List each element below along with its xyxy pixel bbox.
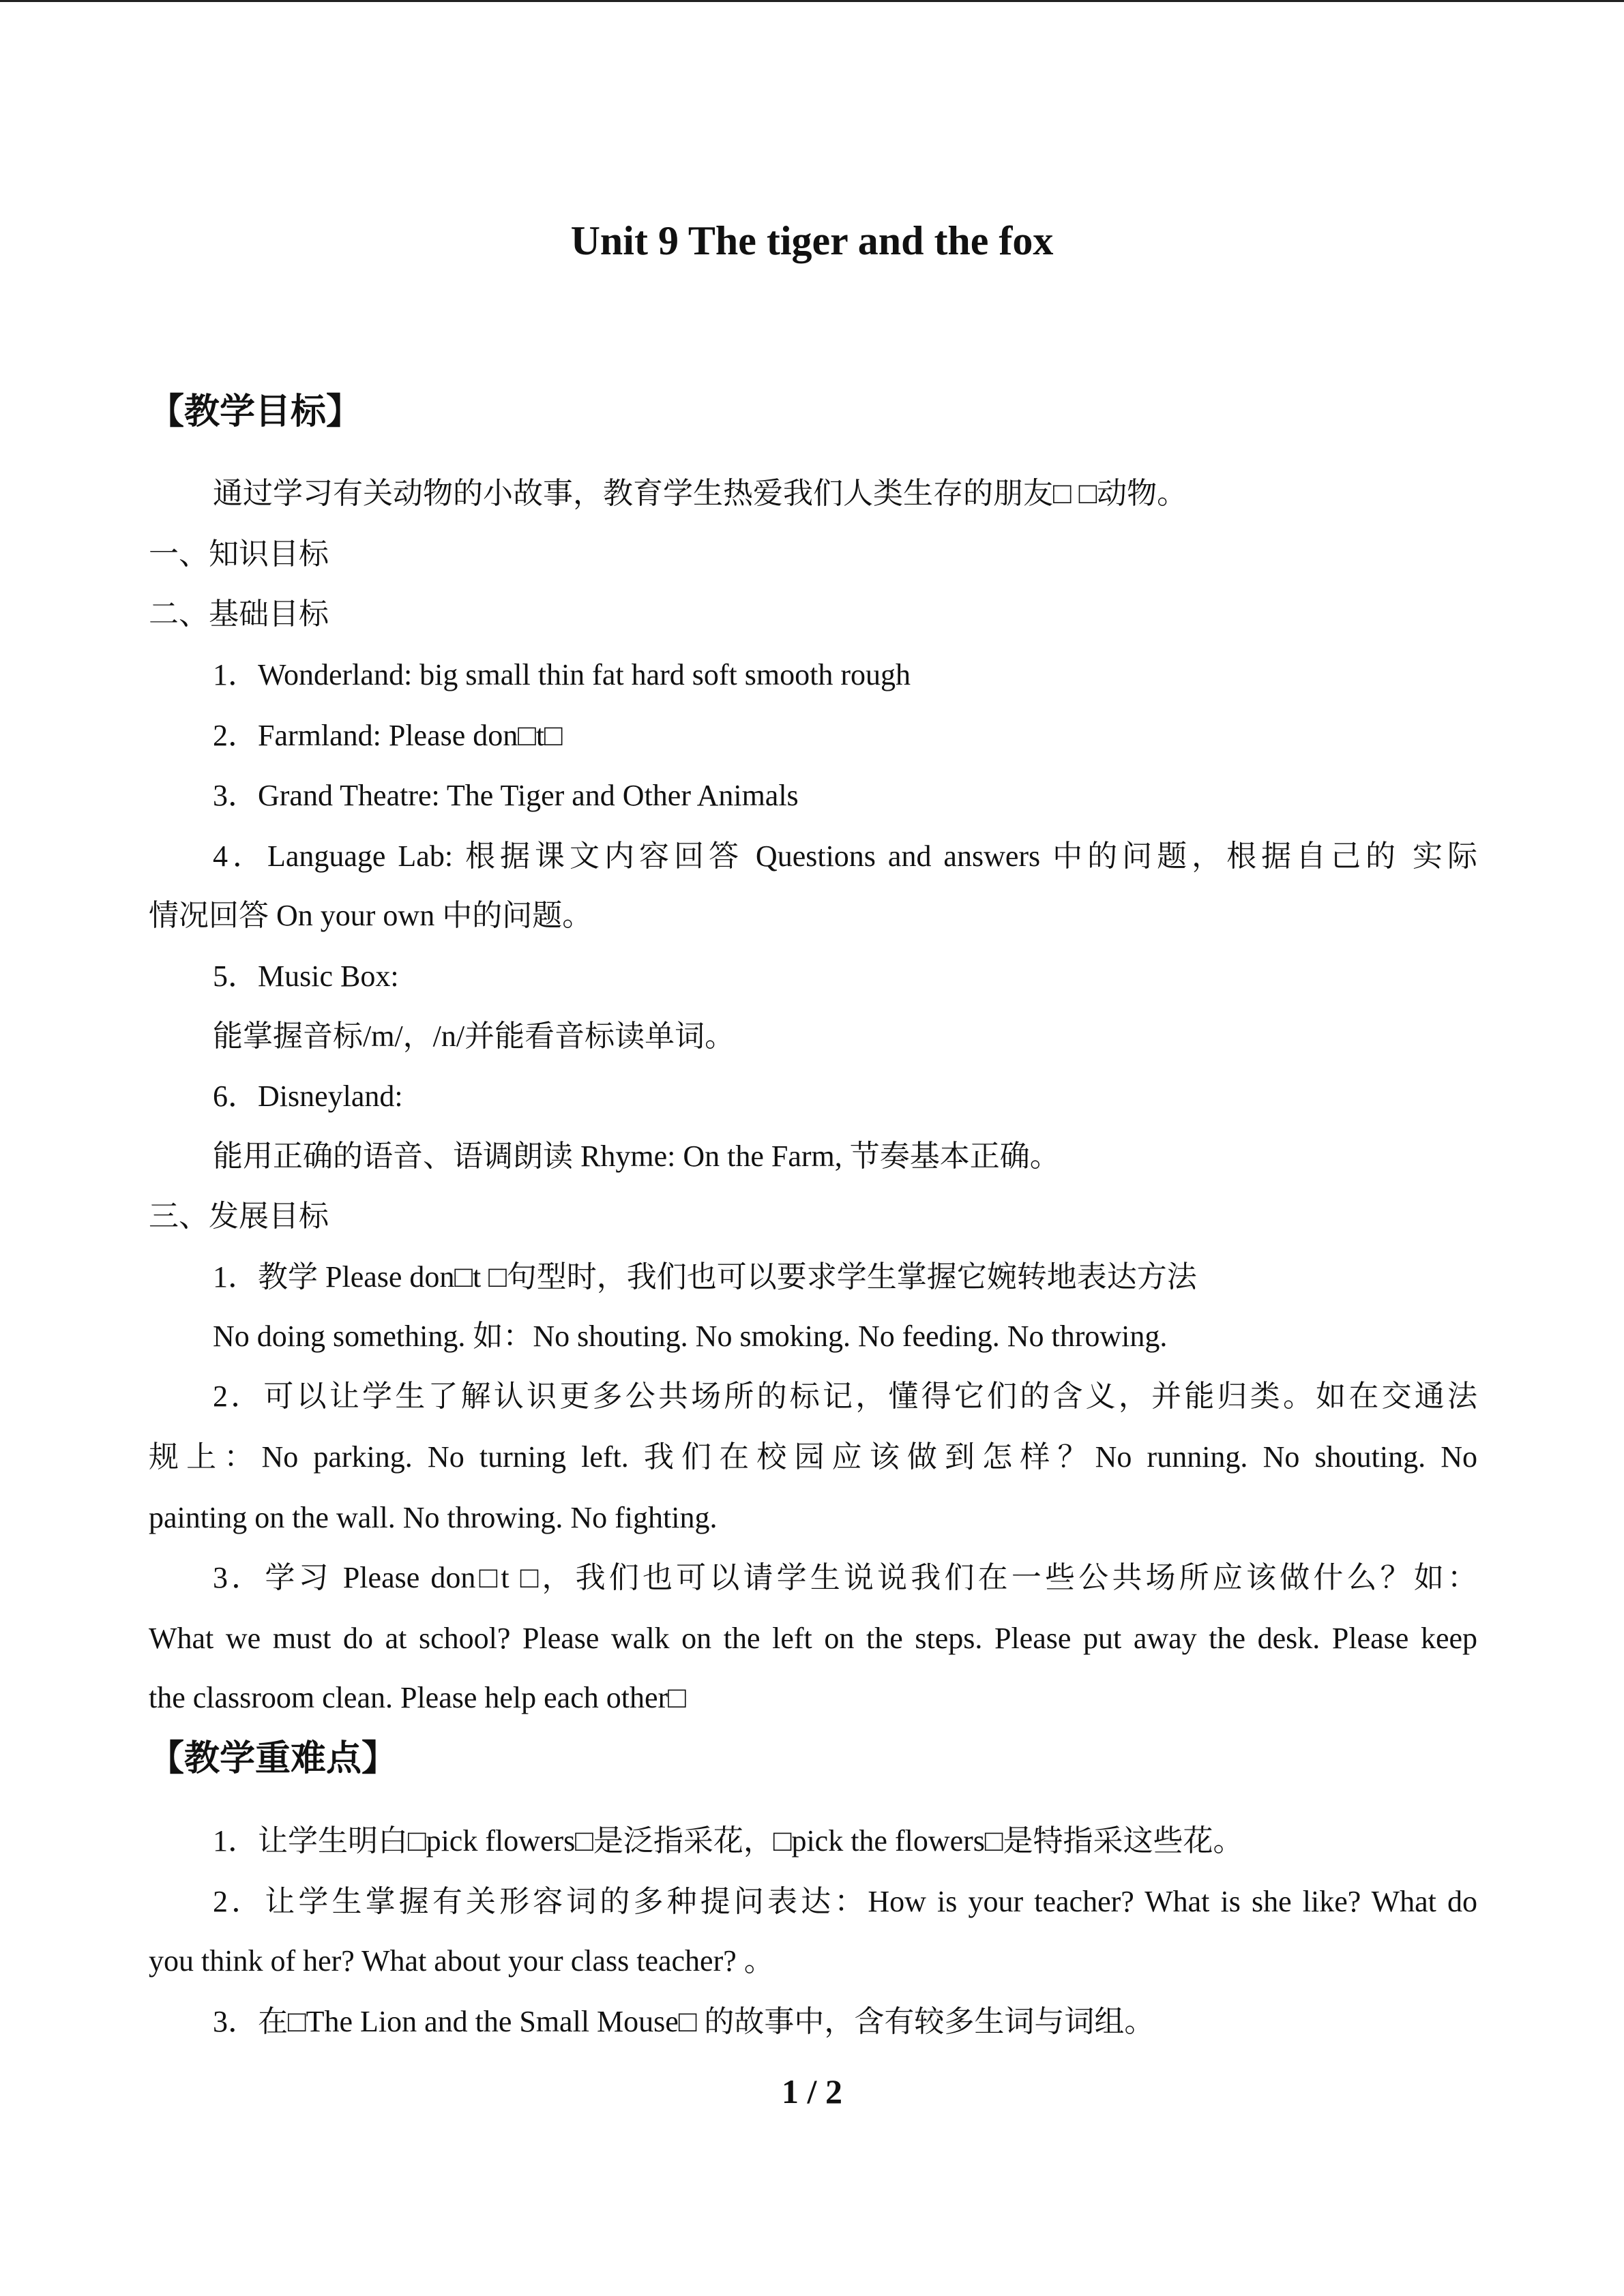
basic-item-2: 2．Farmland: Please don□t□ xyxy=(213,719,563,752)
basic-item-6: 6．Disneyland: xyxy=(213,1079,403,1113)
development-item-2-line-3: painting on the wall. No throwing. No fighting. xyxy=(149,1501,718,1534)
basic-item-4-continued: 情况回答 On your own 中的问题。 xyxy=(149,899,593,932)
top-border-rule xyxy=(0,0,1624,2)
development-item-2-line-2: 规上：No parking. No turning left. 我们在校园应该做到怎样？No running. No shouting. No xyxy=(149,1440,1477,1474)
goals-intro: 通过学习有关动物的小故事，教育学生热爱我们人类生存的朋友□ □动物。 xyxy=(213,477,1187,510)
section-heading-key-points: 【教学重难点】 xyxy=(149,1740,398,1778)
development-goal-heading: 三、发展目标 xyxy=(149,1199,329,1233)
page-number: 1 / 2 xyxy=(782,2072,842,2111)
development-item-3-line-3: the classroom clean. Please help each other□ xyxy=(149,1681,686,1714)
basic-item-4: 4．Language Lab: 根据课文内容回答 Questions and answers 中的问题，根据自己的 实际 xyxy=(213,839,1477,873)
basic-item-5-detail: 能掌握音标/m/，/n/并能看音标读单词。 xyxy=(213,1019,735,1053)
keypoint-item-3: 3．在□The Lion and the Small Mouse□ 的故事中，含有较多生词与词组。 xyxy=(213,2005,1155,2038)
keypoint-item-2: 2．让学生掌握有关形容词的多种提问表达：How is your teacher? What is she like? What do xyxy=(213,1885,1477,1918)
keypoint-item-1: 1．让学生明白□pick flowers□是泛指采花，□pick the flowers□是特指采这些花。 xyxy=(213,1824,1243,1858)
basic-item-5: 5．Music Box: xyxy=(213,959,399,993)
development-item-3-line-2: What we must do at school? Please walk on the left on the steps. Please put away the desk. Please keep xyxy=(149,1622,1477,1655)
development-item-1-example: No doing something. 如：No shouting. No smoking. No feeding. No throwing. xyxy=(213,1320,1168,1353)
basic-item-6-detail: 能用正确的语音、语调朗读 Rhyme: On the Farm, 节奏基本正确。 xyxy=(213,1139,1060,1173)
development-item-2: 2．可以让学生了解认识更多公共场所的标记，懂得它们的含义，并能归类。如在交通法 xyxy=(213,1380,1477,1413)
basic-item-1: 1．Wonderland: big small thin fat hard soft smooth rough xyxy=(213,658,911,691)
basic-goal-heading: 二、基础目标 xyxy=(149,597,329,631)
section-heading-teaching-goals: 【教学目标】 xyxy=(149,393,362,432)
knowledge-goal-heading: 一、知识目标 xyxy=(149,537,329,571)
keypoint-item-2-continued: you think of her? What about your class teacher? 。 xyxy=(149,1944,774,1978)
development-item-1: 1．教学 Please don□t □句型时，我们也可以要求学生掌握它婉转地表达方法 xyxy=(213,1260,1197,1294)
development-item-3: 3．学习 Please don□t □，我们也可以请学生说说我们在一些公共场所应该做什么？如： xyxy=(213,1561,1477,1594)
basic-item-3: 3．Grand Theatre: The Tiger and Other Animals xyxy=(213,779,799,812)
document-title: Unit 9 The tiger and the fox xyxy=(570,218,1054,263)
